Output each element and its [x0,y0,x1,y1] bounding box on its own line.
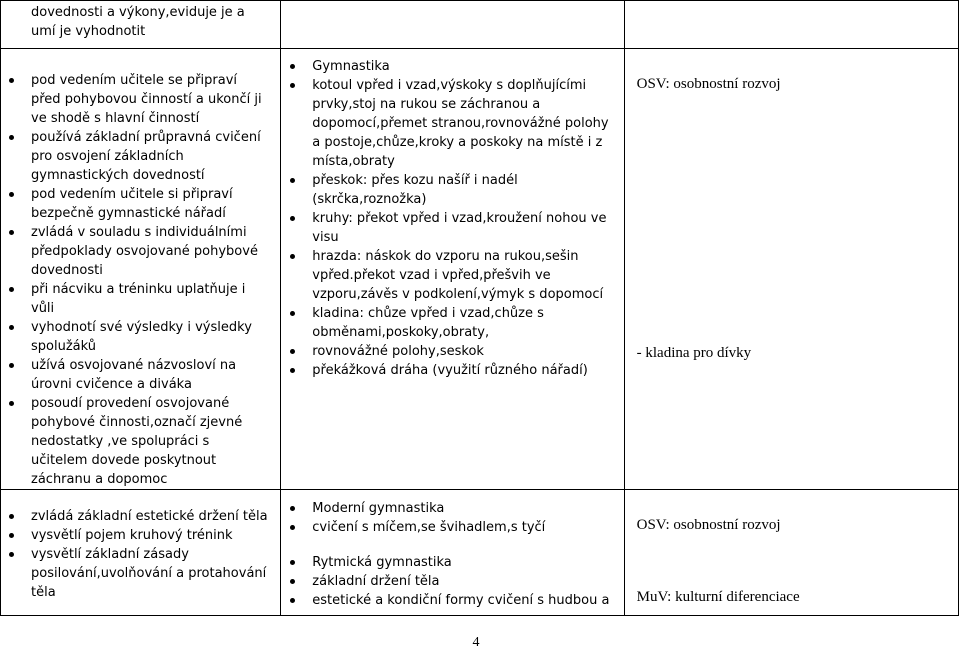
list-item: kruhy: překot vpřed i vzad,kroužení nohou ve visu [312,209,609,247]
page-number: 4 [472,635,480,650]
list-item: zvládá základní estetické držení těla [31,509,268,524]
list-item: Moderní gymnastika [312,499,609,518]
outcomes-cell [1,490,281,616]
list-item: vysvětlí základní zásady posilování,uvolňování a protahování těla [31,545,268,602]
outcomes-cell [1,1,281,49]
list-item: vyhodnotí své výsledky i výsledky spolužáků [31,318,268,356]
list-item: přeskok: přes kozu našíř i nadél (skrčka,roznožka) [312,171,609,209]
list-item: kladina: chůze vpřed i vzad,chůze s obměnami,poskoky,obraty, [312,304,609,342]
list-item: zvládá v souladu s individuálními předpoklady osvojované pohybové dovednosti [31,223,268,280]
content-cell [281,1,624,49]
list-item: užívá osvojované názvosloví na úrovni cvičence a diváka [31,356,268,394]
list-item: kotoul vpřed i vzad,výskoky s doplňujícími prvky,stoj na rukou se záchranou a dopomocí,přemet stranou,rovnovážné polohy a postoje,chůze,kroky a poskoky na místě i z místa,obraty [312,78,609,169]
list-item: Gymnastika [312,57,609,76]
theme-osv: OSV: osobnostní rozvoj [636,76,781,92]
list-item: používá základní průpravná cvičení pro osvojení základních gymnastických dovedností [31,128,268,185]
outcome-text: dovednosti a výkony,eviduje je a umí je vyhodnotit [31,5,245,39]
list-item: rovnovážné polohy,seskok [312,342,609,361]
theme-note: - kladina pro dívky [636,345,752,361]
content-list [281,553,623,610]
themes-cell [624,1,958,49]
list-item: základní držení těla [312,572,609,591]
themes-cell [624,490,958,616]
list-item: estetické a kondiční formy cvičení s hudbou a [312,593,610,608]
outcomes-list [1,507,280,602]
theme-osv: OSV: osobnostní rozvoj [636,517,781,533]
outcomes-cell [1,49,281,490]
outcomes-list [1,71,280,489]
table-row [1,1,959,49]
themes-cell [624,49,958,490]
list-item: vysvětlí pojem kruhový trénink [31,526,268,545]
list-item: překážková dráha (využití různého nářadí) [312,361,609,380]
list-item: pod vedením učitele si připraví bezpečně gymnastické nářadí [31,185,268,223]
content-list [281,499,623,537]
list-item: hrazda: náskok do vzporu na rukou,sešin vpřed.překot vzad i vpřed,přešvih ve vzporu,závěs v podkolení,výmyk s dopomocí [312,247,609,304]
list-item: při nácviku a tréninku uplatňuje i vůli [31,280,268,318]
list-item: posoudí provedení osvojované pohybové činnosti,označí zjevné nedostatky ,ve spolupráci s učitelem dovede poskytnout záchranu a dopomoc [31,394,268,489]
content-list [281,57,623,380]
table-row [1,490,959,616]
table-row [1,49,959,490]
list-item: cvičení s míčem,se švihadlem,s tyčí [312,518,609,537]
content-cell [281,490,624,616]
list-item: pod vedením učitele se připraví před pohybovou činností a ukončí ji ve shodě s hlavní činností [31,71,268,128]
list-item: Rytmická gymnastika [312,553,609,572]
content-cell [281,49,624,490]
theme-muv: MuV: kulturní diferenciace [636,589,800,605]
